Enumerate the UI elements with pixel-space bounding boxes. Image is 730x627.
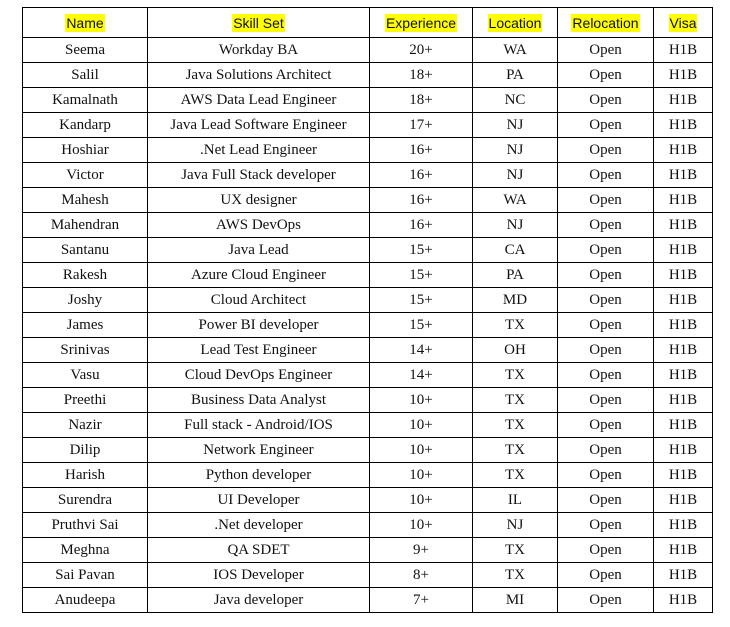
candidate-table (22, 7, 713, 613)
relocation-cell: Open (558, 113, 654, 138)
relocation-cell: Open (558, 88, 654, 113)
name-cell: Pruthvi Sai (23, 513, 148, 538)
relocation-cell: Open (558, 488, 654, 513)
name-cell: Harish (23, 463, 148, 488)
location-cell: TX (473, 463, 558, 488)
experience-cell: 10+ (370, 438, 473, 463)
location-cell: TX (473, 538, 558, 563)
location-cell: TX (473, 313, 558, 338)
header-visa-label: Visa (669, 14, 697, 31)
name-cell: Dilip (23, 438, 148, 463)
relocation-cell: Open (558, 288, 654, 313)
visa-cell: H1B (654, 438, 713, 463)
skill-set-cell: QA SDET (148, 538, 370, 563)
skill-set-cell: Full stack - Android/IOS (148, 413, 370, 438)
location-cell: NJ (473, 138, 558, 163)
experience-cell: 16+ (370, 188, 473, 213)
table-row (23, 38, 713, 63)
header-visa (654, 8, 713, 38)
experience-cell: 16+ (370, 213, 473, 238)
name-cell: Meghna (23, 538, 148, 563)
table-row (23, 113, 713, 138)
location-cell: TX (473, 438, 558, 463)
name-cell: Mahesh (23, 188, 148, 213)
header-location (473, 8, 558, 38)
name-cell: Hoshiar (23, 138, 148, 163)
skill-set-cell: Python developer (148, 463, 370, 488)
relocation-cell: Open (558, 63, 654, 88)
header-row (23, 8, 713, 38)
visa-cell: H1B (654, 413, 713, 438)
location-cell: TX (473, 413, 558, 438)
visa-cell: H1B (654, 38, 713, 63)
experience-cell: 16+ (370, 138, 473, 163)
skill-set-cell: UX designer (148, 188, 370, 213)
relocation-cell: Open (558, 138, 654, 163)
skill-set-cell: Workday BA (148, 38, 370, 63)
location-cell: TX (473, 388, 558, 413)
name-cell: Victor (23, 163, 148, 188)
name-cell: Mahendran (23, 213, 148, 238)
skill-set-cell: Java Solutions Architect (148, 63, 370, 88)
skill-set-cell: Cloud DevOps Engineer (148, 363, 370, 388)
visa-cell: H1B (654, 288, 713, 313)
header-relocation (558, 8, 654, 38)
visa-cell: H1B (654, 238, 713, 263)
name-cell: Anudeepa (23, 588, 148, 613)
table-row (23, 563, 713, 588)
skill-set-cell: Business Data Analyst (148, 388, 370, 413)
skill-set-cell: .Net Lead Engineer (148, 138, 370, 163)
experience-cell: 10+ (370, 388, 473, 413)
name-cell: James (23, 313, 148, 338)
visa-cell: H1B (654, 263, 713, 288)
relocation-cell: Open (558, 338, 654, 363)
skill-set-cell: Network Engineer (148, 438, 370, 463)
table-row (23, 363, 713, 388)
location-cell: PA (473, 263, 558, 288)
name-cell: Nazir (23, 413, 148, 438)
table-row (23, 463, 713, 488)
table-body (23, 38, 713, 613)
skill-set-cell: Java Lead (148, 238, 370, 263)
experience-cell: 16+ (370, 163, 473, 188)
visa-cell: H1B (654, 388, 713, 413)
skill-set-cell: Java Full Stack developer (148, 163, 370, 188)
location-cell: NJ (473, 163, 558, 188)
relocation-cell: Open (558, 313, 654, 338)
name-cell: Kandarp (23, 113, 148, 138)
visa-cell: H1B (654, 513, 713, 538)
experience-cell: 14+ (370, 338, 473, 363)
header-skill-set (148, 8, 370, 38)
skill-set-cell: IOS Developer (148, 563, 370, 588)
experience-cell: 20+ (370, 38, 473, 63)
relocation-cell: Open (558, 538, 654, 563)
skill-set-cell: Java Lead Software Engineer (148, 113, 370, 138)
relocation-cell: Open (558, 388, 654, 413)
header-skill-set-label: Skill Set (233, 14, 284, 31)
table-row (23, 313, 713, 338)
visa-cell: H1B (654, 213, 713, 238)
table-row (23, 388, 713, 413)
relocation-cell: Open (558, 238, 654, 263)
header-experience-label: Experience (385, 14, 457, 31)
name-cell: Rakesh (23, 263, 148, 288)
table-row (23, 588, 713, 613)
visa-cell: H1B (654, 538, 713, 563)
skill-set-cell: Azure Cloud Engineer (148, 263, 370, 288)
name-cell: Vasu (23, 363, 148, 388)
experience-cell: 7+ (370, 588, 473, 613)
table-row (23, 538, 713, 563)
visa-cell: H1B (654, 563, 713, 588)
table-row (23, 163, 713, 188)
experience-cell: 15+ (370, 288, 473, 313)
location-cell: PA (473, 63, 558, 88)
table-row (23, 138, 713, 163)
table-row (23, 413, 713, 438)
experience-cell: 8+ (370, 563, 473, 588)
visa-cell: H1B (654, 88, 713, 113)
experience-cell: 14+ (370, 363, 473, 388)
skill-set-cell: Cloud Architect (148, 288, 370, 313)
location-cell: TX (473, 563, 558, 588)
relocation-cell: Open (558, 413, 654, 438)
experience-cell: 17+ (370, 113, 473, 138)
header-name (23, 8, 148, 38)
name-cell: Preethi (23, 388, 148, 413)
relocation-cell: Open (558, 438, 654, 463)
experience-cell: 15+ (370, 238, 473, 263)
relocation-cell: Open (558, 513, 654, 538)
location-cell: WA (473, 188, 558, 213)
location-cell: CA (473, 238, 558, 263)
header-location-label: Location (488, 14, 542, 31)
location-cell: NJ (473, 213, 558, 238)
table-row (23, 288, 713, 313)
skill-set-cell: Java developer (148, 588, 370, 613)
visa-cell: H1B (654, 488, 713, 513)
visa-cell: H1B (654, 338, 713, 363)
location-cell: NJ (473, 113, 558, 138)
location-cell: NC (473, 88, 558, 113)
visa-cell: H1B (654, 138, 713, 163)
name-cell: Joshy (23, 288, 148, 313)
table-row (23, 238, 713, 263)
name-cell: Seema (23, 38, 148, 63)
visa-cell: H1B (654, 163, 713, 188)
skill-set-cell: UI Developer (148, 488, 370, 513)
experience-cell: 18+ (370, 63, 473, 88)
relocation-cell: Open (558, 263, 654, 288)
table-row (23, 338, 713, 363)
relocation-cell: Open (558, 588, 654, 613)
relocation-cell: Open (558, 38, 654, 63)
name-cell: Surendra (23, 488, 148, 513)
experience-cell: 15+ (370, 263, 473, 288)
relocation-cell: Open (558, 463, 654, 488)
experience-cell: 15+ (370, 313, 473, 338)
location-cell: MD (473, 288, 558, 313)
skill-set-cell: AWS Data Lead Engineer (148, 88, 370, 113)
name-cell: Srinivas (23, 338, 148, 363)
name-cell: Salil (23, 63, 148, 88)
relocation-cell: Open (558, 188, 654, 213)
location-cell: TX (473, 363, 558, 388)
name-cell: Sai Pavan (23, 563, 148, 588)
location-cell: WA (473, 38, 558, 63)
table-row (23, 488, 713, 513)
table-row (23, 88, 713, 113)
experience-cell: 10+ (370, 488, 473, 513)
experience-cell: 9+ (370, 538, 473, 563)
visa-cell: H1B (654, 363, 713, 388)
visa-cell: H1B (654, 588, 713, 613)
table-row (23, 438, 713, 463)
header-name-label: Name (66, 14, 104, 31)
table-row (23, 63, 713, 88)
relocation-cell: Open (558, 563, 654, 588)
table-row (23, 513, 713, 538)
relocation-cell: Open (558, 163, 654, 188)
name-cell: Kamalnath (23, 88, 148, 113)
location-cell: IL (473, 488, 558, 513)
visa-cell: H1B (654, 63, 713, 88)
location-cell: NJ (473, 513, 558, 538)
skill-set-cell: Power BI developer (148, 313, 370, 338)
header-experience (370, 8, 473, 38)
experience-cell: 10+ (370, 413, 473, 438)
table-header (23, 8, 713, 38)
visa-cell: H1B (654, 313, 713, 338)
experience-cell: 18+ (370, 88, 473, 113)
relocation-cell: Open (558, 363, 654, 388)
visa-cell: H1B (654, 113, 713, 138)
skill-set-cell: .Net developer (148, 513, 370, 538)
table-row (23, 188, 713, 213)
name-cell: Santanu (23, 238, 148, 263)
location-cell: MI (473, 588, 558, 613)
skill-set-cell: AWS DevOps (148, 213, 370, 238)
experience-cell: 10+ (370, 463, 473, 488)
visa-cell: H1B (654, 463, 713, 488)
location-cell: OH (473, 338, 558, 363)
header-relocation-label: Relocation (572, 14, 639, 31)
relocation-cell: Open (558, 213, 654, 238)
visa-cell: H1B (654, 188, 713, 213)
experience-cell: 10+ (370, 513, 473, 538)
table-row (23, 213, 713, 238)
table-row (23, 263, 713, 288)
skill-set-cell: Lead Test Engineer (148, 338, 370, 363)
